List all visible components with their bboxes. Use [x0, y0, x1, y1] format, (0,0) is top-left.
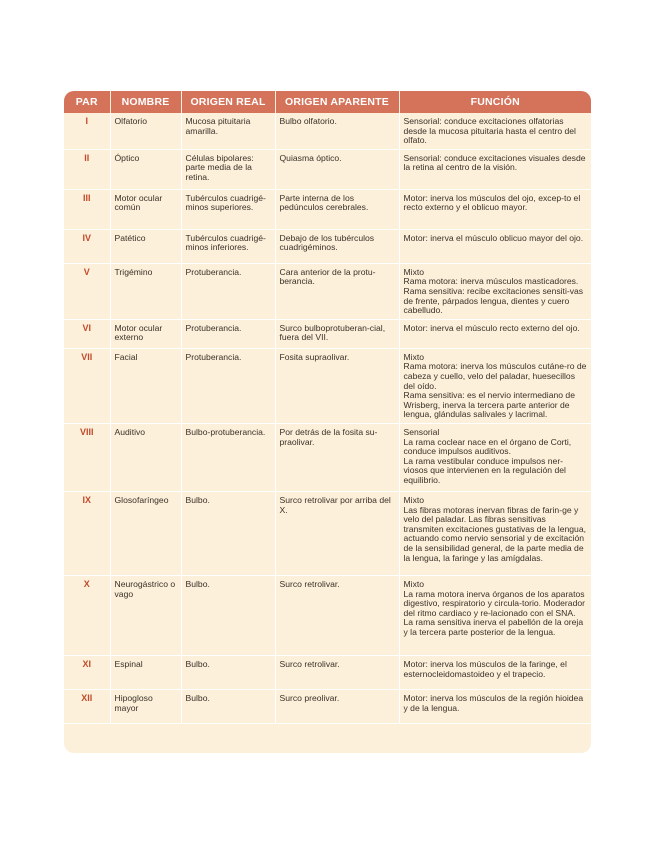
funcion-cell: [399, 655, 591, 689]
funcion-line: Sensorial: [403, 426, 440, 437]
origen-aparente-cell: Surco retrolivar por arriba del X.: [275, 491, 399, 575]
funcion-line: Mixto: [403, 351, 425, 362]
par-cell: VI: [64, 319, 110, 348]
origen-real-cell: Bulbo.: [181, 575, 275, 655]
funcion-line: Motor: inerva los músculos de la región hioidea y de la lengua.: [403, 692, 584, 713]
nombre-cell: Neurogástrico o vago: [110, 575, 181, 655]
funcion-line: Rama motora: inerva los músculos cutáne-ro de cabeza y cuello, velo del paladar, huesecillos del oído.: [403, 361, 587, 391]
funcion-cell: [399, 348, 591, 423]
funcion-cell: [399, 423, 591, 491]
cranial-nerves-table: [64, 91, 591, 724]
cranial-nerves-table-card: [64, 91, 591, 753]
origen-aparente-cell: Parte interna de los pedúnculos cerebrales.: [275, 189, 399, 229]
origen-real-cell: Tubérculos cuadrigé-minos superiores.: [181, 189, 275, 229]
funcion-cell: [399, 113, 591, 149]
par-cell: IX: [64, 491, 110, 575]
origen-real-cell: Células bipolares: parte media de la retina.: [181, 149, 275, 189]
origen-aparente-cell: Surco retrolivar.: [275, 575, 399, 655]
funcion-line: Mixto: [403, 578, 425, 589]
par-cell: II: [64, 149, 110, 189]
funcion-line: Rama sensitiva: es el nervio intermediano de Wrisberg, inerva la tercera parte anterior de lengua, glándulas salivales y lacrimal.: [403, 390, 575, 420]
funcion-line: Las fibras motoras inervan fibras de farin-ge y velo del paladar. Las fibras sensitivas transmiten excitaciones gustativas de la lengua, actuando como nervio sensorial y de excitación de la sensibilidad general, de la parte media de la lengua, la faringe y las amígdalas.: [403, 504, 586, 563]
origen-real-cell: Bulbo-protuberancia.: [181, 423, 275, 491]
funcion-cell: [399, 189, 591, 229]
table-header: [64, 91, 591, 113]
par-cell: IV: [64, 229, 110, 263]
funcion-line: Motor: inerva los músculos del ojo, excep-to el recto externo y el oblicuo mayor.: [403, 192, 581, 213]
nombre-cell: Facial: [110, 348, 181, 423]
table-row: [64, 229, 591, 263]
table-row: [64, 423, 591, 491]
origen-real-cell: Protuberancia.: [181, 348, 275, 423]
par-cell: III: [64, 189, 110, 229]
funcion-line: Motor: inerva el músculo recto externo del ojo.: [403, 322, 580, 333]
funcion-line: Sensorial: conduce excitaciones olfatorias desde la mucosa pituitaria hasta el centro del olfato.: [403, 116, 576, 146]
funcion-line: Motor: inerva el músculo oblicuo mayor del ojo.: [403, 232, 584, 243]
origen-aparente-cell: Quiasma óptico.: [275, 149, 399, 189]
header-nombre: NOMBRE: [110, 91, 181, 113]
funcion-line: Rama sensitiva: recibe excitaciones sensiti-vas de frente, párpados lengua, dientes y cuero cabelludo.: [403, 285, 584, 316]
origen-aparente-cell: Por detrás de la fosita su-praolivar.: [275, 423, 399, 491]
funcion-line: Mixto: [403, 266, 425, 277]
nombre-cell: Espinal: [110, 655, 181, 689]
table-row: [64, 189, 591, 229]
table-row: [64, 491, 591, 575]
header-funcion: FUNCIÓN: [399, 91, 591, 113]
origen-real-cell: Bulbo.: [181, 491, 275, 575]
table-row: [64, 689, 591, 723]
funcion-cell: [399, 575, 591, 655]
funcion-line: La rama coclear nace en el órgano de Corti, conduce impulsos auditivos.: [403, 436, 572, 457]
table-row: [64, 113, 591, 149]
origen-aparente-cell: Fosita supraolivar.: [275, 348, 399, 423]
funcion-line: Motor: inerva los músculos de la faringe, el esternocleidomastoideo y el trapecio.: [403, 658, 567, 679]
nombre-cell: Motor ocular común: [110, 189, 181, 229]
origen-aparente-cell: Surco retrolivar.: [275, 655, 399, 689]
origen-aparente-cell: Surco preolivar.: [275, 689, 399, 723]
par-cell: I: [64, 113, 110, 149]
par-cell: XI: [64, 655, 110, 689]
nombre-cell: Auditivo: [110, 423, 181, 491]
table-body: [64, 113, 591, 723]
header-par: PAR: [64, 91, 110, 113]
table-row: [64, 575, 591, 655]
origen-aparente-cell: Debajo de los tubérculos cuadrigéminos.: [275, 229, 399, 263]
nombre-cell: Óptico: [110, 149, 181, 189]
origen-real-cell: Protuberancia.: [181, 319, 275, 348]
origen-real-cell: Protuberancia.: [181, 263, 275, 319]
nombre-cell: Hipogloso mayor: [110, 689, 181, 723]
header-origen-aparente: ORIGEN APARENTE: [275, 91, 399, 113]
funcion-line: Rama motora: inerva músculos masticadores.: [403, 276, 579, 287]
funcion-cell: [399, 149, 591, 189]
origen-aparente-cell: Bulbo olfatorio.: [275, 113, 399, 149]
table-row: [64, 319, 591, 348]
funcion-cell: [399, 689, 591, 723]
funcion-cell: [399, 319, 591, 348]
nombre-cell: Trigémino: [110, 263, 181, 319]
funcion-cell: [399, 491, 591, 575]
origen-aparente-cell: Cara anterior de la protu-berancia.: [275, 263, 399, 319]
funcion-cell: [399, 229, 591, 263]
par-cell: VIII: [64, 423, 110, 491]
origen-real-cell: Tubérculos cuadrigé-minos inferiores.: [181, 229, 275, 263]
funcion-line: Sensorial: conduce excitaciones visuales desde la retina al centro de la visión.: [403, 152, 586, 173]
par-cell: XII: [64, 689, 110, 723]
table-row: [64, 655, 591, 689]
nombre-cell: Olfatorio: [110, 113, 181, 149]
origen-real-cell: Bulbo.: [181, 689, 275, 723]
origen-real-cell: Bulbo.: [181, 655, 275, 689]
origen-aparente-cell: Surco bulboprotuberan-cial, fuera del VII.: [275, 319, 399, 348]
par-cell: V: [64, 263, 110, 319]
table-row: [64, 348, 591, 423]
table-row: [64, 263, 591, 319]
nombre-cell: Motor ocular externo: [110, 319, 181, 348]
header-origen-real: ORIGEN REAL: [181, 91, 275, 113]
nombre-cell: Glosofaríngeo: [110, 491, 181, 575]
origen-real-cell: Mucosa pituitaria amarilla.: [181, 113, 275, 149]
par-cell: VII: [64, 348, 110, 423]
nombre-cell: Patético: [110, 229, 181, 263]
table-row: [64, 149, 591, 189]
funcion-cell: [399, 263, 591, 319]
funcion-line: La rama motora inerva órganos de los aparatos digestivo, respiratorio y circula-torio. Moderador del ritmo cardiaco y re-lacionado con el SNA. La rama sensitiva inerva el pabellón de la oreja y la tercera parte posterior de la lengua.: [403, 588, 585, 637]
funcion-line: Mixto: [403, 494, 425, 505]
par-cell: X: [64, 575, 110, 655]
funcion-line: La rama vestibular conduce impulsos ner-viosos que intervienen en la regulación del equilibrio.: [403, 455, 566, 485]
